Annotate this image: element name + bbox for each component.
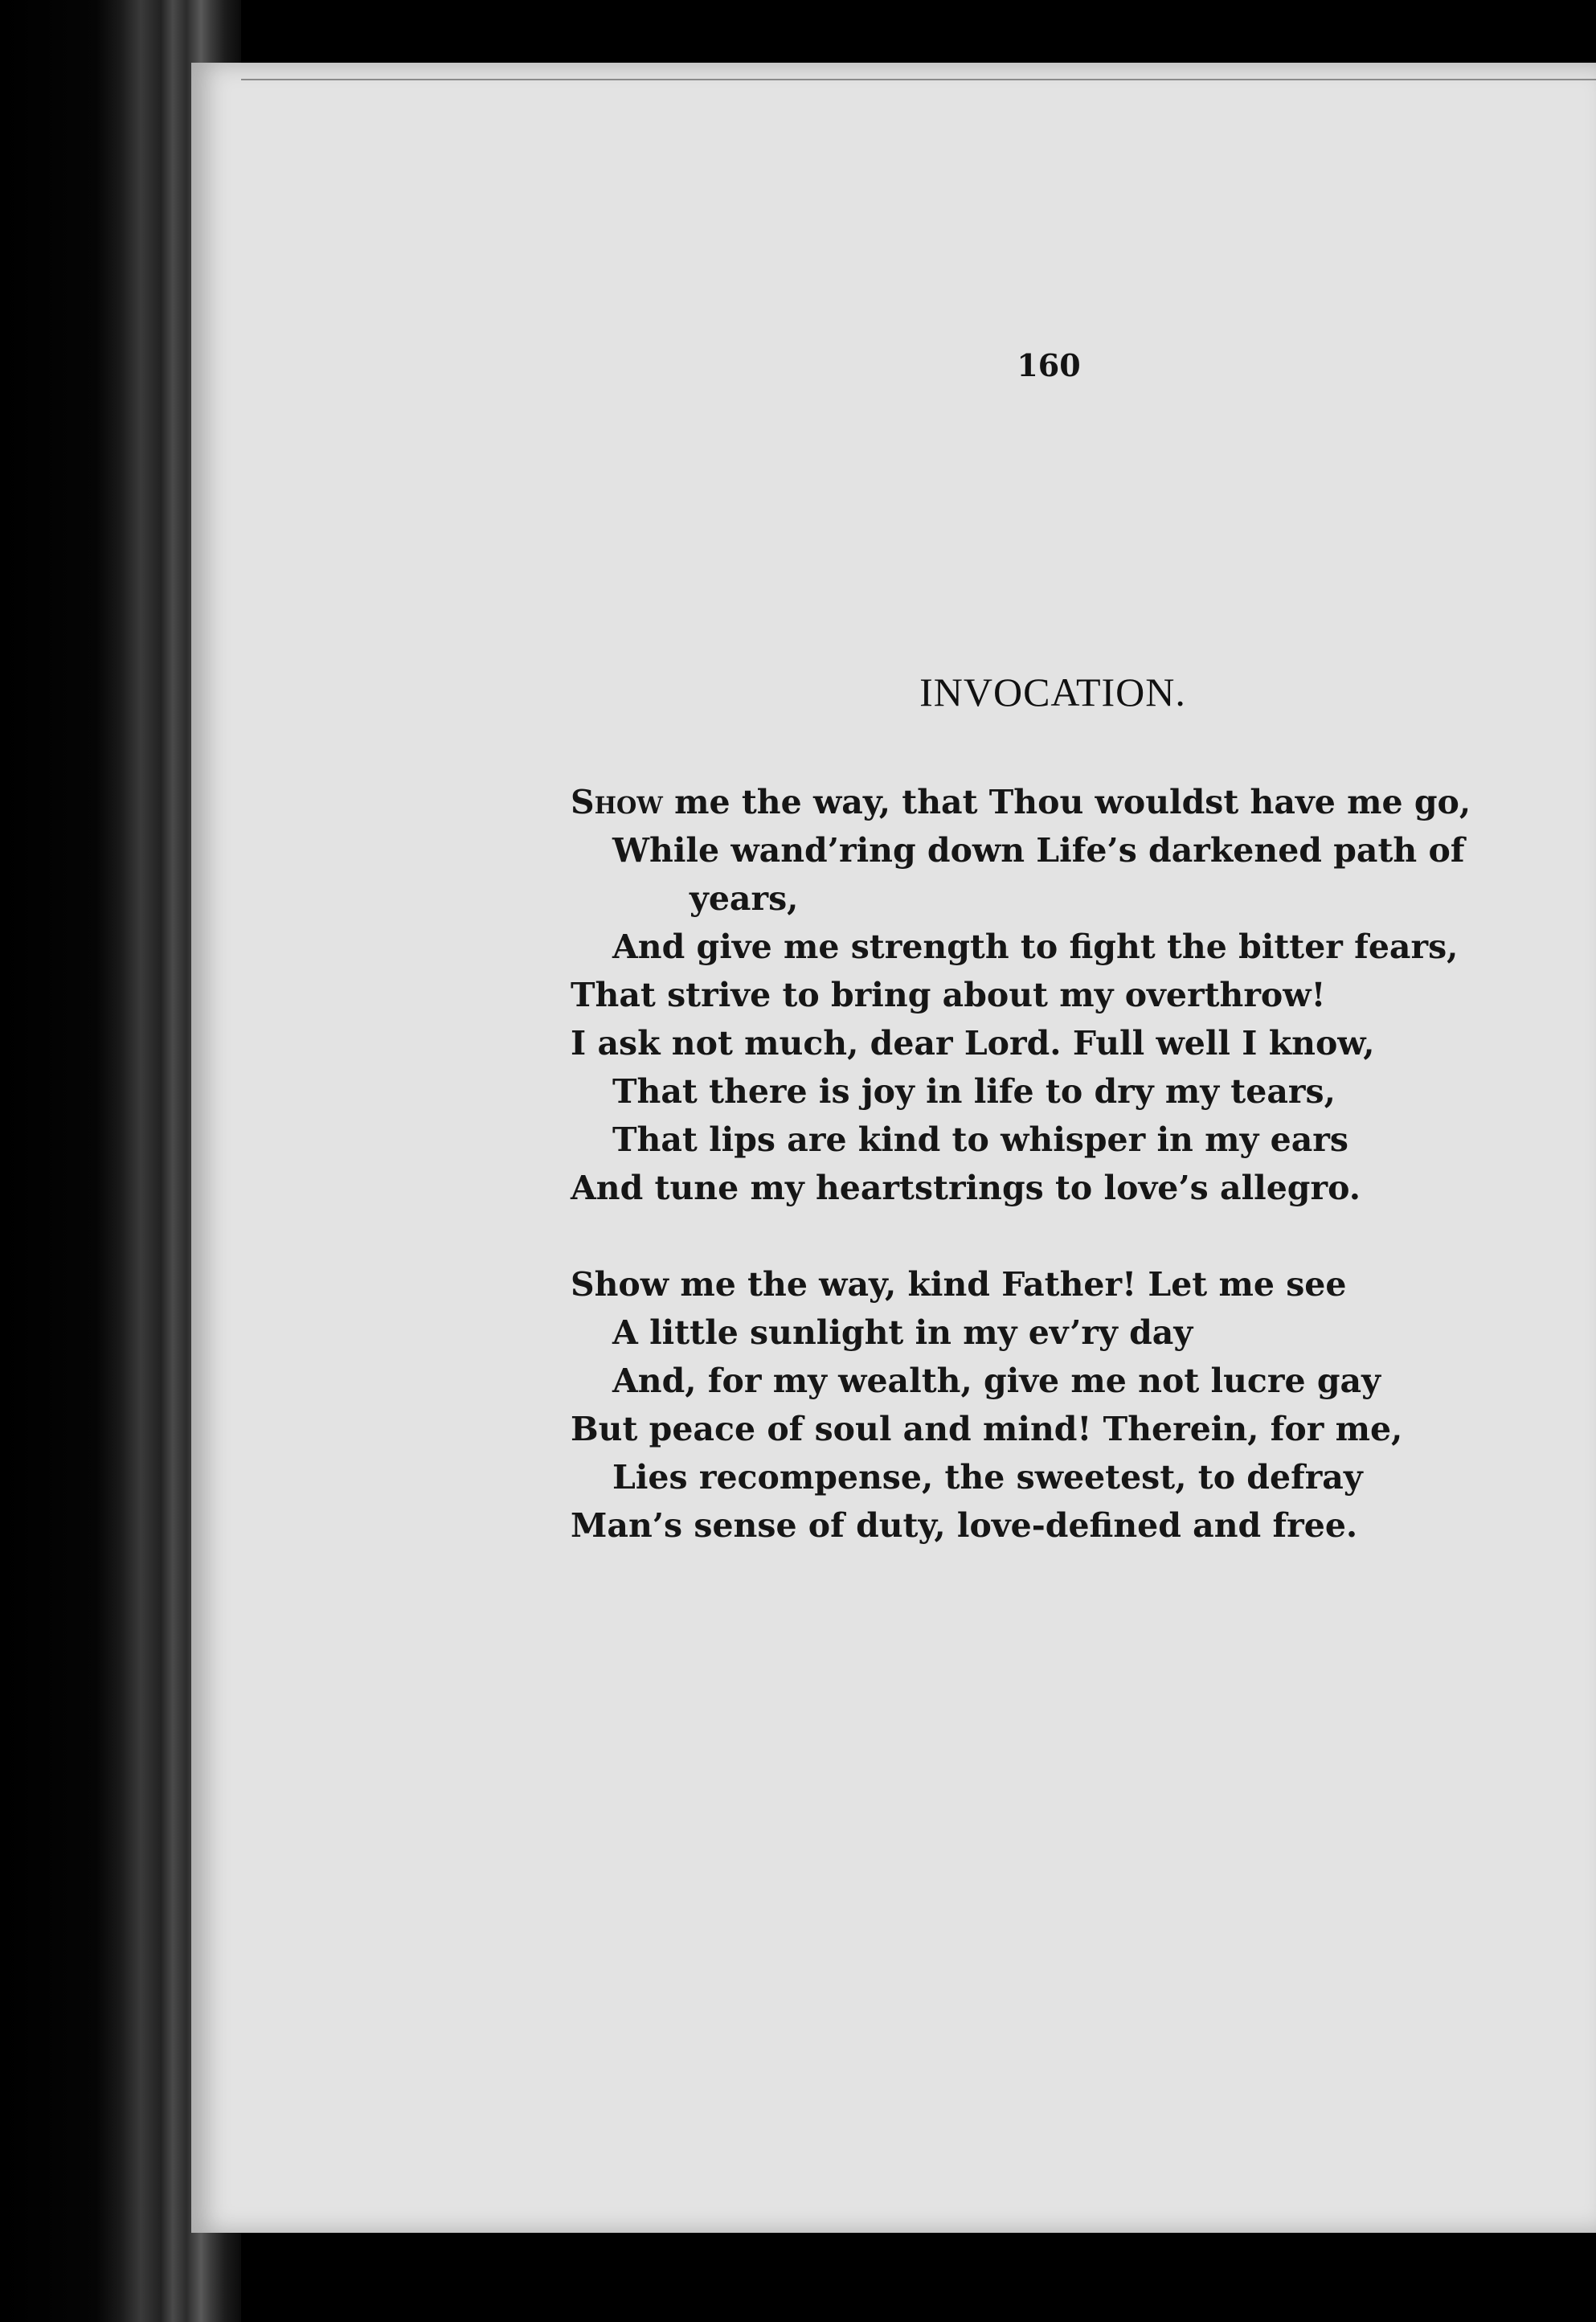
- poem-line: But peace of soul and mind! Therein, for me,: [571, 1410, 1403, 1448]
- poem-line: And give me strength to fight the bitter fears,: [612, 928, 1459, 966]
- page-top-edge: [241, 79, 1596, 80]
- poem-line: While wand’ring down Life’s darkened path of: [612, 831, 1465, 870]
- poem-stanza-1: [571, 778, 1559, 1212]
- poem-line: That strive to bring about my overthrow!: [571, 976, 1326, 1014]
- poem-line: Show me the way, kind Father! Let me see: [571, 1265, 1347, 1304]
- drop-word: Show: [571, 783, 663, 821]
- poem-line: That lips are kind to whisper in my ears: [612, 1120, 1348, 1159]
- poem-line: And, for my wealth, give me not lucre gay: [612, 1362, 1381, 1400]
- poem-line: And tune my heartstrings to love’s allegro.: [571, 1169, 1361, 1207]
- poem-line: I ask not much, dear Lord. Full well I know,: [571, 1024, 1375, 1063]
- poem-line: That there is joy in life to dry my tears,: [612, 1072, 1336, 1111]
- poem-stanza-2: [571, 1260, 1559, 1550]
- poem-line: Lies recompense, the sweetest, to defray: [612, 1458, 1363, 1497]
- poem-line-text: me the way, that Thou wouldst have me go,: [662, 783, 1471, 821]
- poem-title: INVOCATION.: [919, 670, 1186, 715]
- poem-line: years,: [690, 879, 799, 918]
- page-number: 160: [1017, 347, 1081, 383]
- poem-line: Man’s sense of duty, love-defined and free.: [571, 1506, 1358, 1545]
- poem-line: [571, 778, 1559, 826]
- poem-line: A little sunlight in my ev’ry day: [612, 1313, 1193, 1352]
